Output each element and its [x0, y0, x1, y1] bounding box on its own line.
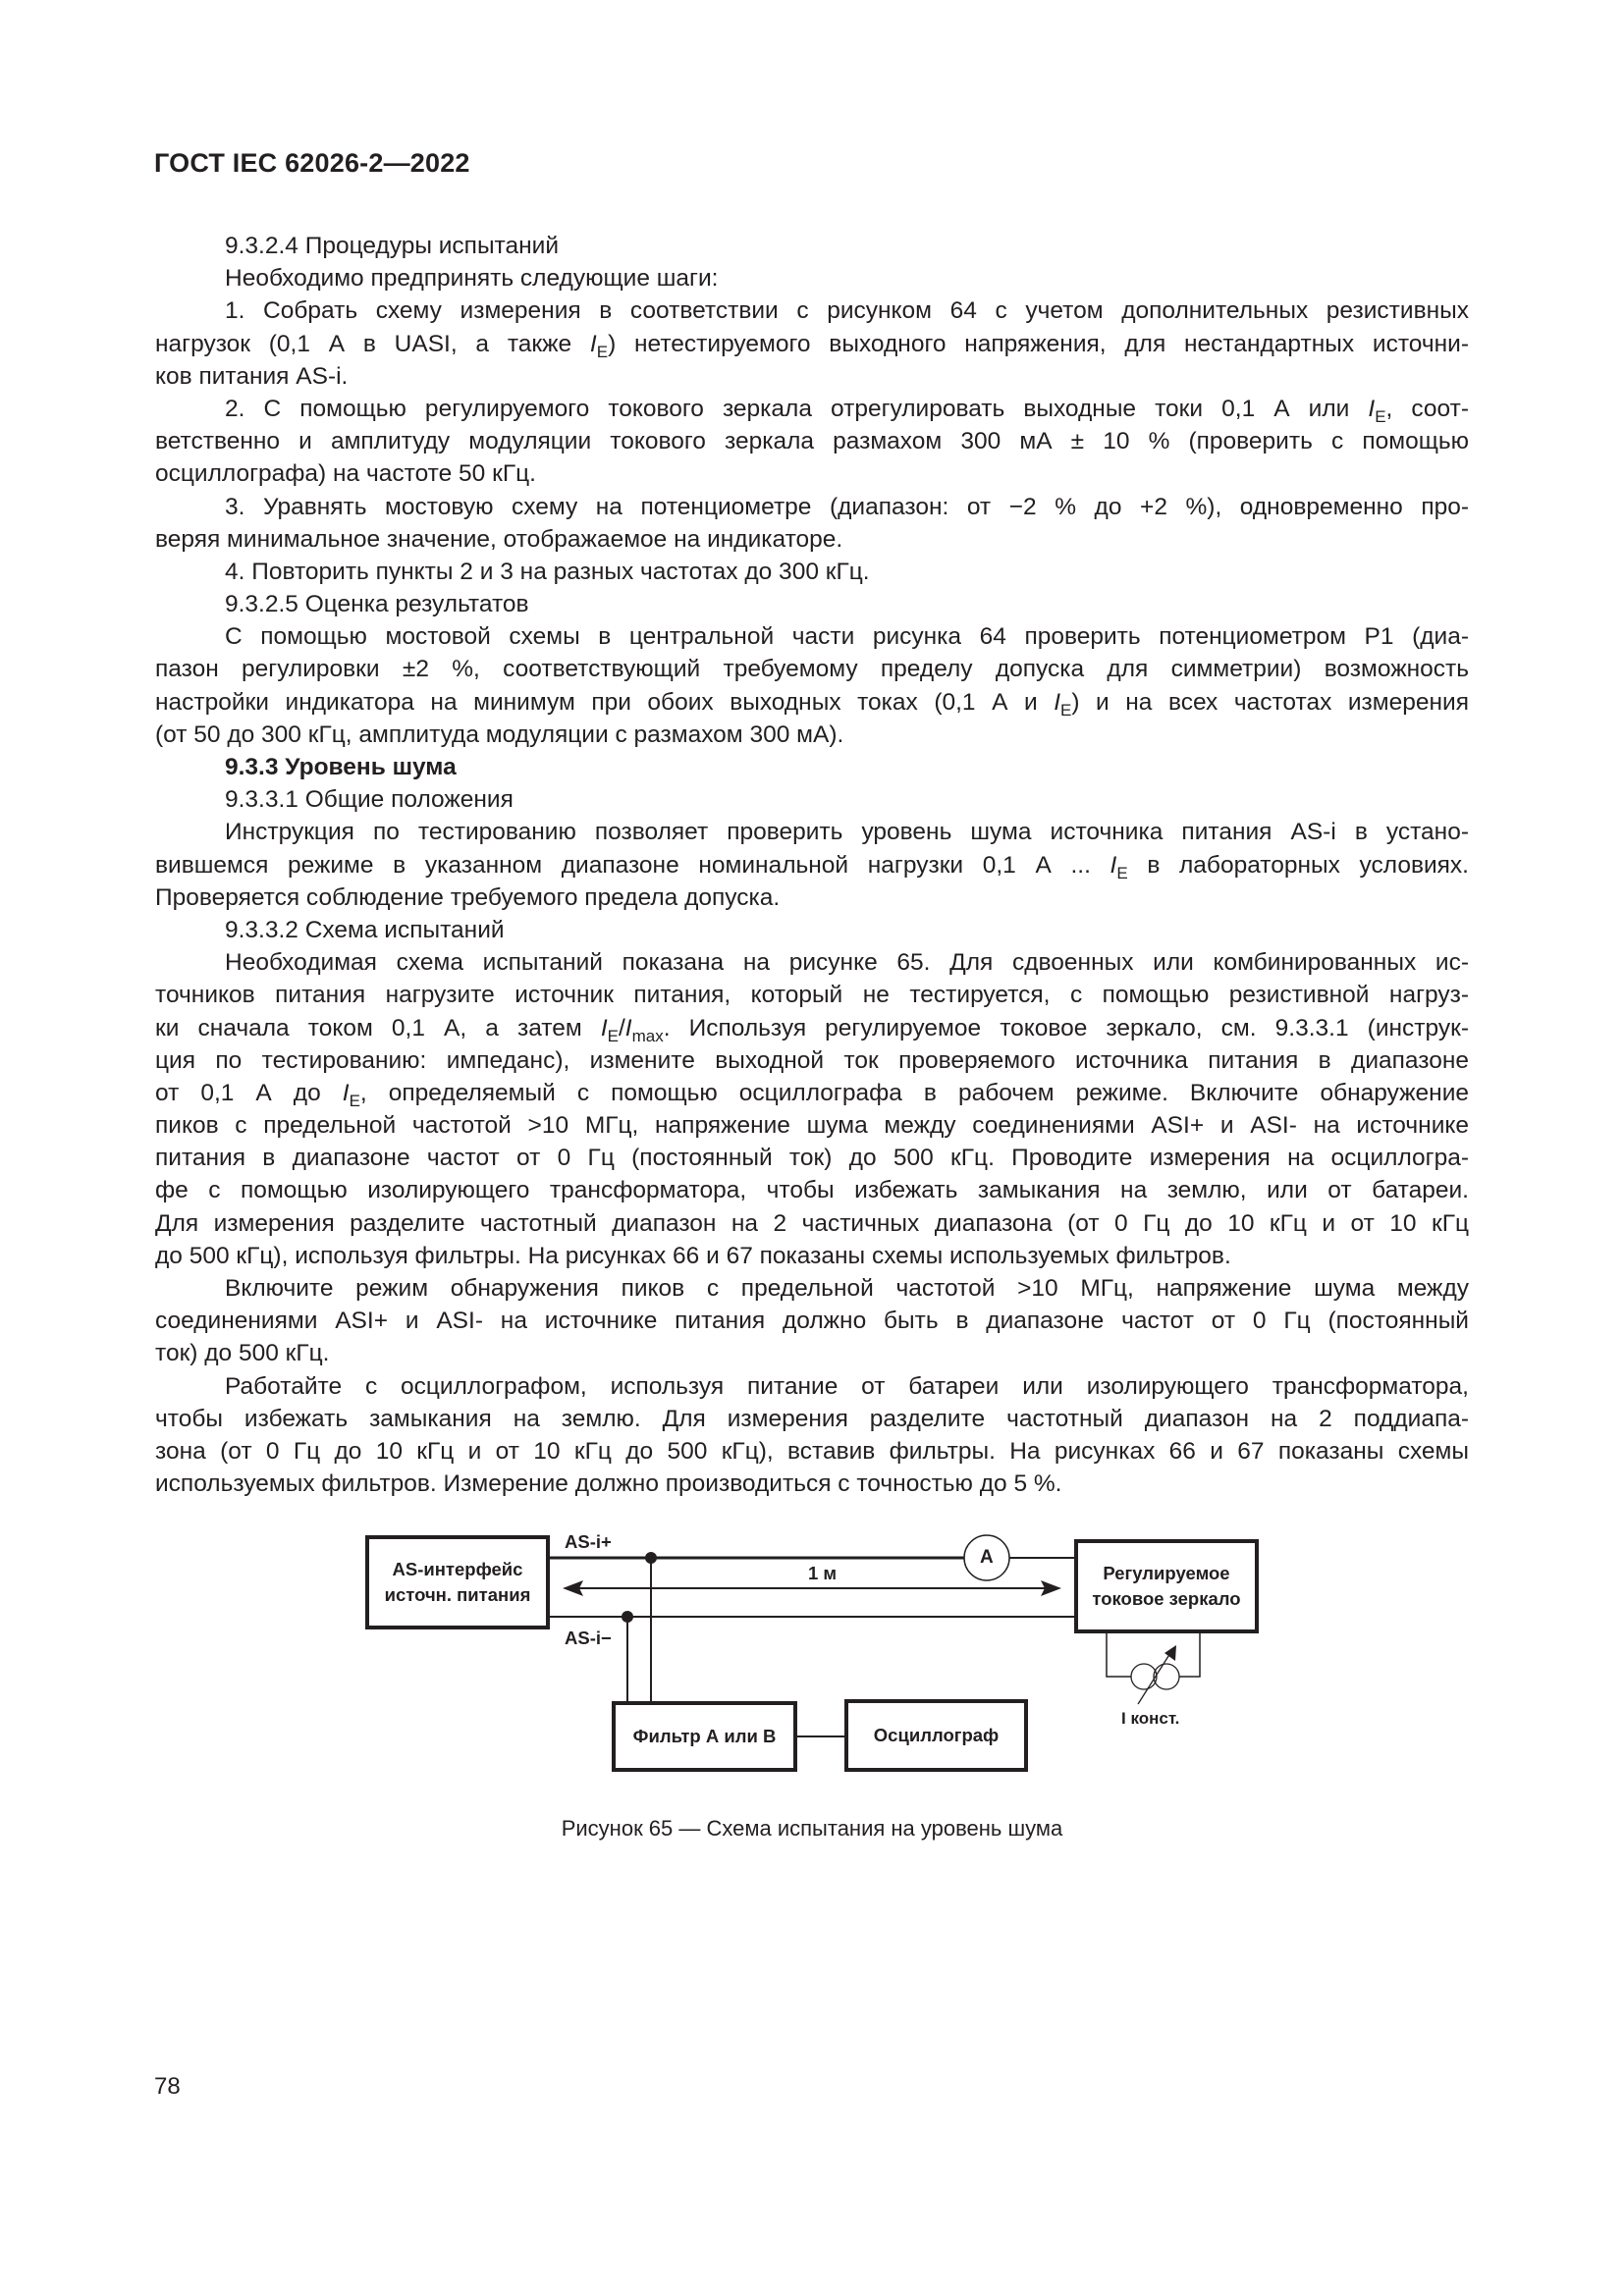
text-line: (от 50 до 300 кГц, амплитуда модуляции с размахом 300 мА).: [155, 721, 844, 748]
text-line: веряя минимальное значение, отображаемое на индикаторе.: [155, 525, 843, 553]
current-source-loop: [1107, 1631, 1131, 1677]
variable-arrowhead: [1164, 1645, 1176, 1661]
text-line: осциллографа) на частоте 50 кГц.: [155, 460, 536, 488]
text-line: Инструкция по тестированию позволяет проверить уровень шума источника питания AS-i в устано-: [225, 819, 1469, 846]
figure-caption: Рисунок 65 — Схема испытания на уровень шума: [561, 1816, 1063, 1841]
text-line: настройки индикатора на минимум при обоих выходных токах (0,1 А и $I_E$) и на всех частотах измерения: [155, 688, 1469, 719]
text-line: вившемся режиме в указанном диапазоне номинальной нагрузки 0,1 А ... $I_E$ в лабораторных условиях.: [155, 851, 1469, 881]
oscilloscope-label: Осциллограф: [873, 1725, 1000, 1745]
text-line: С помощью мостовой схемы в центральной части рисунка 64 проверить потенциометром P1 (диа-: [225, 623, 1469, 651]
text-line: пиков с предельной частотой >10 МГц, напряжение шума между соединениями ASI+ и ASI- на источнике: [155, 1112, 1469, 1140]
text-line: Работайте с осциллографом, используя питание от батареи или изолирующего трансформатора,: [225, 1372, 1469, 1400]
document-header: ГОСТ IEC 62026-2—2022: [154, 148, 470, 178]
text-line: ветственно и амплитуду модуляции токового зеркала размахом 300 мА ± 10 % (проверить с помощью: [155, 428, 1469, 455]
text-line: Включите режим обнаружения пиков с предельной частотой >10 МГц, напряжение шума между: [225, 1275, 1469, 1302]
text-line: чтобы избежать замыкания на землю. Для измерения разделите частотный диапазон на 2 поддиапа-: [155, 1405, 1469, 1432]
text-line: ток) до 500 кГц.: [155, 1340, 330, 1367]
text-line: ков питания AS-i.: [155, 362, 349, 390]
section-heading-line: 9.3.3 Уровень шума: [225, 754, 457, 780]
const-current-label: I конст.: [1121, 1709, 1180, 1728]
text-line: нагрузок (0,1 А в UASI, а также $I_E$) нетестируемого выходного напряжения, для нестандартных источни-: [155, 330, 1469, 360]
subscript: E: [1116, 863, 1128, 881]
text-line: 9.3.3.1 Общие положения: [225, 786, 514, 814]
text-line: питания в диапазоне частот от 0 Гц (постоянный ток) до 500 кГц. Проводите измерения на осциллогра-: [155, 1145, 1469, 1172]
current-source-circle-left: [1131, 1664, 1157, 1689]
ammeter-label: A: [980, 1547, 994, 1568]
text-line: Необходимо предпринять следующие шаги:: [225, 265, 719, 293]
subscript: E: [1375, 406, 1386, 426]
variable-arrow-line: [1138, 1653, 1170, 1704]
current-source-circle-right: [1154, 1664, 1179, 1689]
body-text: [155, 230, 1469, 1500]
subscript: E: [596, 342, 609, 360]
symbol-i: I: [342, 1079, 350, 1106]
text-line: от 0,1 А до $I_E$, определяемый с помощью осциллографа в рабочем режиме. Включите обнаружение: [155, 1079, 1469, 1110]
subscript: E: [349, 1091, 360, 1110]
text-line: Для измерения разделите частотный диапазон на 2 частичных диапазона (от 0 Гц до 10 кГц и от 10 кГц: [155, 1209, 1469, 1237]
text-line: Проверяется соблюдение требуемого предела допуска.: [155, 883, 781, 911]
symbol-i: I: [1110, 851, 1117, 879]
current-mirror-label: Регулируемое токовое зеркало: [1092, 1563, 1241, 1609]
text-line: пазон регулировки ±2 %, соответствующий требуемому пределу допуска для симметрии) возможность: [155, 656, 1469, 683]
text-line: соединениями ASI+ и ASI- на источнике питания должно быть в диапазоне частот от 0 Гц (постоянный: [155, 1308, 1469, 1335]
text-line: 9.3.2.5 Оценка результатов: [225, 591, 529, 618]
subscript: E: [1060, 700, 1072, 719]
asi-minus-label: AS-i−: [565, 1628, 612, 1648]
page-number: 78: [154, 2073, 181, 2100]
text-line: 9.3.3.2 Схема испытаний: [225, 916, 505, 943]
length-label: 1 м: [808, 1563, 838, 1583]
text-line: зона (от 0 Гц до 10 кГц и от 10 кГц до 500 кГц), вставив фильтры. На рисунках 66 и 67 показаны схемы: [155, 1437, 1469, 1465]
text-line: 2. С помощью регулируемого токового зеркала отрегулировать выходные токи 0,1 А или $I_E$, соот-: [225, 395, 1469, 426]
symbol-i: I: [600, 1014, 608, 1041]
power-supply-label: AS-интерфейс источн. питания: [384, 1559, 531, 1605]
text-line: 9.3.2.4 Процедуры испытаний: [225, 233, 560, 259]
symbol-i: I: [624, 1014, 632, 1041]
text-line: ция по тестированию: импеданс), измените выходной ток проверяемого источника питания в диапазоне: [155, 1046, 1469, 1074]
subscript: max: [631, 1026, 664, 1044]
text-line: до 500 кГц), используя фильтры. На рисунках 66 и 67 показаны схемы используемых фильтров.: [155, 1242, 1231, 1269]
asi-plus-label: AS-i+: [565, 1531, 612, 1552]
symbol-i: /: [618, 1014, 625, 1041]
filter-label: Фильтр А или В: [632, 1726, 777, 1746]
junction-dot-asi-plus: [645, 1552, 657, 1564]
subscript: E: [607, 1026, 619, 1044]
text-line: 4. Повторить пункты 2 и 3 на разных частотах до 300 кГц.: [225, 558, 870, 585]
arrowhead-right: [1041, 1580, 1061, 1596]
arrowhead-left: [563, 1580, 583, 1596]
text-line: ки сначала током 0,1 А, а затем $I_E/I_{max}$. Используя регулируемое токовое зеркало, см. 9.3.3.1 (инструк-: [155, 1014, 1469, 1044]
symbol-i: I: [1368, 395, 1376, 422]
text-line: фе с помощью изолирующего трансформатора, чтобы избежать замыкания на землю, или от батареи.: [155, 1177, 1469, 1204]
text-line: 1. Собрать схему измерения в соответствии с рисунком 64 с учетом дополнительных резистивных: [225, 297, 1469, 325]
text-line: используемых фильтров. Измерение должно производиться с точностью до 5 %.: [155, 1470, 1062, 1498]
symbol-i: I: [1054, 688, 1061, 716]
text-line: Необходимая схема испытаний показана на рисунке 65. Для сдвоенных или комбинированных ис-: [225, 949, 1469, 977]
symbol-i: I: [589, 330, 597, 357]
text-line: 3. Уравнять мостовую схему на потенциометре (диапазон: от −2 % до +2 %), одновременно про-: [225, 493, 1469, 520]
text-line: точников питания нагрузите источник питания, который не тестируется, с помощью резистивной нагруз-: [155, 982, 1469, 1009]
junction-dot-asi-minus: [622, 1611, 633, 1623]
